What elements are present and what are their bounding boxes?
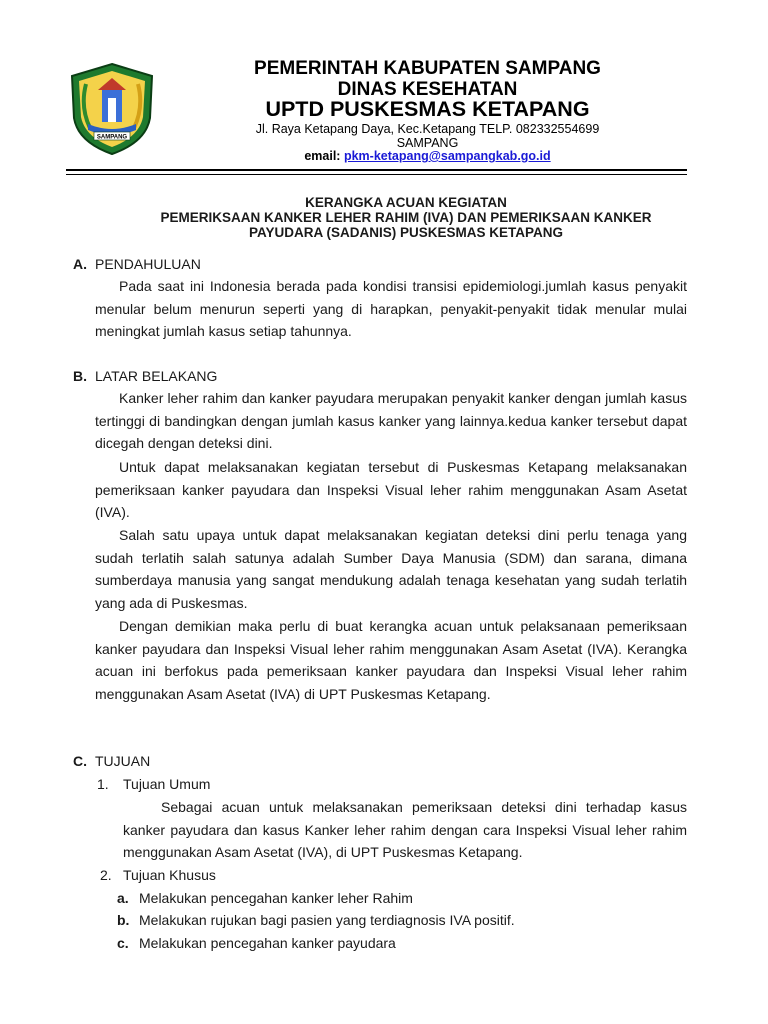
section-a-heading xyxy=(73,256,201,272)
district-emblem-icon xyxy=(66,62,158,156)
tujuan-umum-text: Sebagai acuan untuk melaksanakan pemeriksaan deteksi dini terhadap kasus kanker payudara dan kasus Kanker leher rahim dengan cara Inspeksi Visual leher rahim menggunakan Asam Asetat (IVA), di UPT Puskesmas Ketapang. xyxy=(123,799,687,860)
tujuan-umum-label: Tujuan Umum xyxy=(123,776,211,792)
address-line-2: SAMPANG xyxy=(396,136,459,150)
khusus-letter-c: c. xyxy=(117,935,129,951)
section-b-heading xyxy=(73,368,217,384)
tujuan-umum-number: 1. xyxy=(97,776,109,792)
section-a-title: PENDAHULUAN xyxy=(95,256,201,272)
section-b-title: LATAR BELAKANG xyxy=(95,368,218,384)
section-b-paragraph-3: Salah satu upaya untuk dapat melaksanakan kegiatan deteksi dini perlu tenaga yang sudah terlatih salah satunya adalah Sumber Daya Manusia (SDM) dan sarana, dimana sumberdaya manusia yang sangat mendukung adalah tenaga kesehatan yang sudah terlatih yang ada di Puskesmas. xyxy=(95,527,687,611)
section-b-letter: B. xyxy=(73,368,87,384)
header-divider-thick xyxy=(66,169,687,171)
khusus-letter-b: b. xyxy=(117,912,130,928)
khusus-letter-a: a. xyxy=(117,890,129,906)
section-a-letter: A. xyxy=(73,256,87,272)
section-c-letter: C. xyxy=(73,753,87,769)
doc-title-1: KERANGKA ACUAN KEGIATAN xyxy=(305,195,507,210)
tujuan-khusus-number: 2. xyxy=(100,867,112,883)
section-b-paragraph-2: Untuk dapat melaksanakan kegiatan tersebut di Puskesmas Ketapang melaksanakan pemeriksaan kanker payudara dan Inspeksi Visual leher rahim menggunakan Asam Asetat (IVA). xyxy=(95,459,687,520)
logo-text: SAMPANG xyxy=(96,134,128,141)
section-b-paragraph-4: Dengan demikian maka perlu di buat kerangka acuan untuk pelaksanaan pemeriksaan kanker payudara dan Inspeksi Visual leher rahim menggunakan Asam Asetat (IVA). Kerangka acuan ini berfokus pada pemeriksaan kanker payudara dan Inspeksi Visual leher rahim menggunakan Asam Asetat (IVA) di UPT Puskesmas Ketapang. xyxy=(95,618,687,702)
khusus-item-b: Melakukan rujukan bagi pasien yang terdiagnosis IVA positif. xyxy=(139,912,515,928)
header-email xyxy=(200,149,655,163)
section-c-heading xyxy=(73,753,150,769)
email-link[interactable]: pkm-ketapang@sampangkab.go.id xyxy=(343,149,551,163)
header-department: DINAS KESEHATAN xyxy=(337,79,518,100)
section-c-title: TUJUAN xyxy=(95,753,151,769)
doc-title-2: PEMERIKSAAN KANKER LEHER RAHIM (IVA) DAN PEMERIKSAAN KANKER xyxy=(160,210,652,225)
header-puskesmas: UPTD PUSKESMAS KETAPANG xyxy=(265,97,590,121)
header-divider-thin xyxy=(66,174,687,175)
address-line-1: Jl. Raya Ketapang Daya, Kec.Ketapang TELP. 082332554699 xyxy=(255,122,600,136)
khusus-item-c: Melakukan pencegahan kanker payudara xyxy=(139,935,396,951)
email-label: email: xyxy=(304,149,341,163)
header-address xyxy=(200,122,655,150)
doc-title-3: PAYUDARA (SADANIS) PUSKESMAS KETAPANG xyxy=(248,225,564,240)
header-government: PEMERINTAH KABUPATEN SAMPANG xyxy=(254,58,601,79)
tujuan-khusus-label: Tujuan Khusus xyxy=(123,867,216,883)
section-a-paragraph: Pada saat ini Indonesia berada pada kondisi transisi epidemiologi.jumlah kasus penyakit menular belum menurun seperti yang di harapkan, penyakit-penyakit tidak menular mulai meningkat jumlah kasus setiap tahunnya. xyxy=(95,278,687,339)
section-b-paragraph-1: Kanker leher rahim dan kanker payudara merupakan penyakit kanker dengan jumlah kasus tertinggi di bandingkan dengan jumlah kasus kanker yang lainnya.kedua kanker tersebut dapat dicegah dengan deteksi dini. xyxy=(95,390,687,451)
khusus-item-a: Melakukan pencegahan kanker leher Rahim xyxy=(139,890,413,906)
